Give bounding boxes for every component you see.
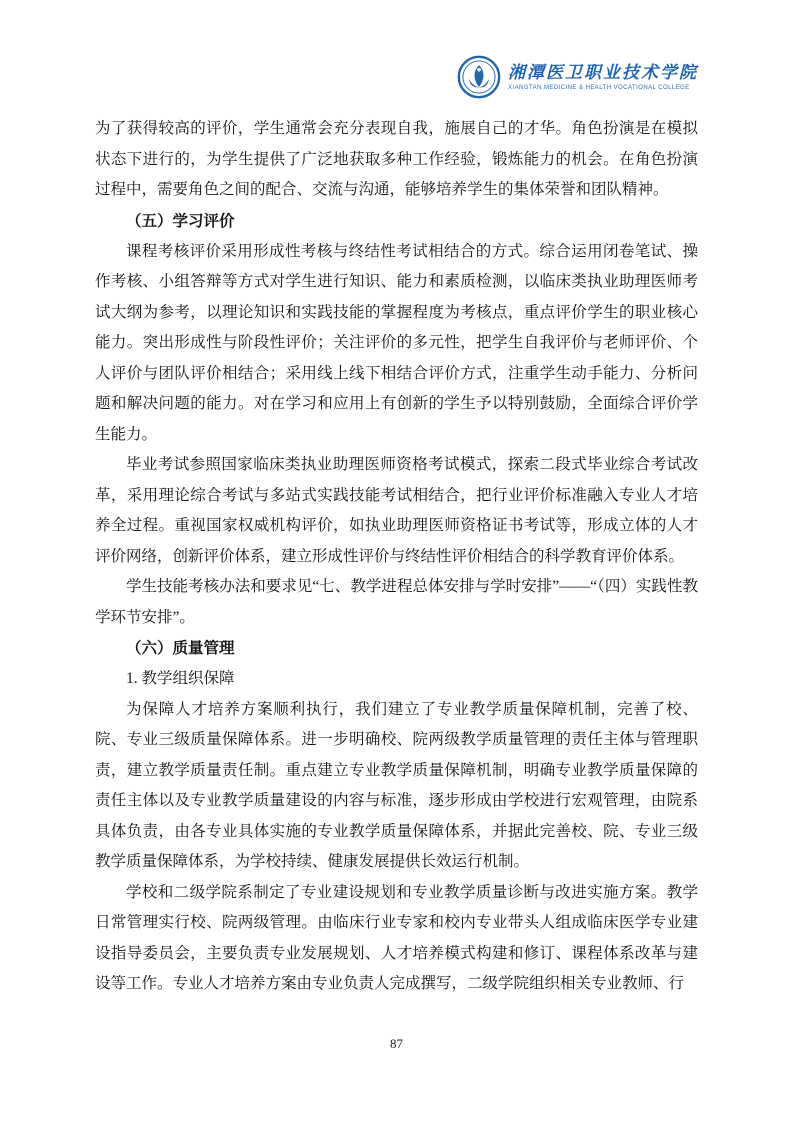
page-number: 87 [390,1036,403,1051]
paragraph: 课程考核评价采用形成性考核与终结性考试相结合的方式。综合运用闭卷笔试、操作考核、小组答辩等方式对学生进行知识、能力和素质检测，以临床类执业助理医师考试大纲为参考，以理论知识和实践技能的掌握程度为考核点，重点评价学生的职业核心能力。突出形成性与阶段性评价；关注评价的多元性，把学生自我评价与老师评价、个人评价与团队评价相结合；采用线上线下相结合评价方式，注重学生动手能力、分析问题和解决问题的能力。对在学习和应用上有创新的学生予以特别鼓励，全面综合评价学生能力。 [95,242,698,443]
paragraph: 学生技能考核办法和要求见“七、教学进程总体安排与学时安排”——“（四）实践性教学环节安排”。 [95,578,698,626]
college-logo-text [508,63,698,91]
paragraph: 学校和二级学院系制定了专业建设规划和专业教学质量诊断与改进实施方案。教学日常管理实行校、院两级管理。由临床行业专家和校内专业带头人组成临床医学专业建设指导委员会，主要负责专业发展规划、人才培养模式构建和修订、课程体系改革与建设等工作。专业人才培养方案由专业负责人完成撰写，二级学院组织相关专业教师、行 [95,883,698,992]
section-heading-quality-management: （六）质量管理 [126,640,235,657]
college-name-zh: 湘潭医卫职业技术学院 [508,63,698,82]
paragraph-continuation: 为了获得较高的评价，学生通常会充分表现自我，施展自己的才华。角色扮演是在模拟状态下进行的，为学生提供了广泛地获取多种工作经验，锻炼能力的机会。在角色扮演过程中，需要角色之间的配合、交流与沟通，能够培养学生的集体荣誉和团队精神。 [95,120,698,198]
subsection-heading-teaching-organization: 1. 教学组织保障 [126,670,235,687]
paragraph: 为保障人才培养方案顺利执行，我们建立了专业教学质量保障机制，完善了校、院、专业三级质量保障体系。进一步明确校、院两级教学质量管理的责任主体与管理职责，建立教学质量责任制。重点建立专业教学质量保障机制，明确专业教学质量保障的责任主体以及专业教学质量建设的内容与标准，逐步形成由学校进行宏观管理，由院系具体负责，由各专业具体实施的专业教学质量保障体系，并据此完善校、院、专业三级教学质量保障体系，为学校持续、健康发展提供长效运行机制。 [95,700,698,870]
college-name-en: XIANGTAN MEDICINE & HEALTH VOCATIONAL COLLEGE [508,85,690,91]
document-body [95,114,698,1000]
paragraph: 毕业考试参照国家临床类执业助理医师资格考试模式，探索二段式毕业综合考试改革，采用理论综合考试与多站式实践技能考试相结合，把行业评价标准融入专业人才培养全过程。重视国家权威机构评价，如执业助理医师资格证书考试等，形成立体的人才评价网络，创新评价体系，建立形成性评价与终结性评价相结合的科学教育评价体系。 [95,456,698,565]
section-heading-learning-evaluation: （五）学习评价 [126,212,235,230]
page-header [95,52,698,102]
college-emblem-icon [457,55,501,99]
